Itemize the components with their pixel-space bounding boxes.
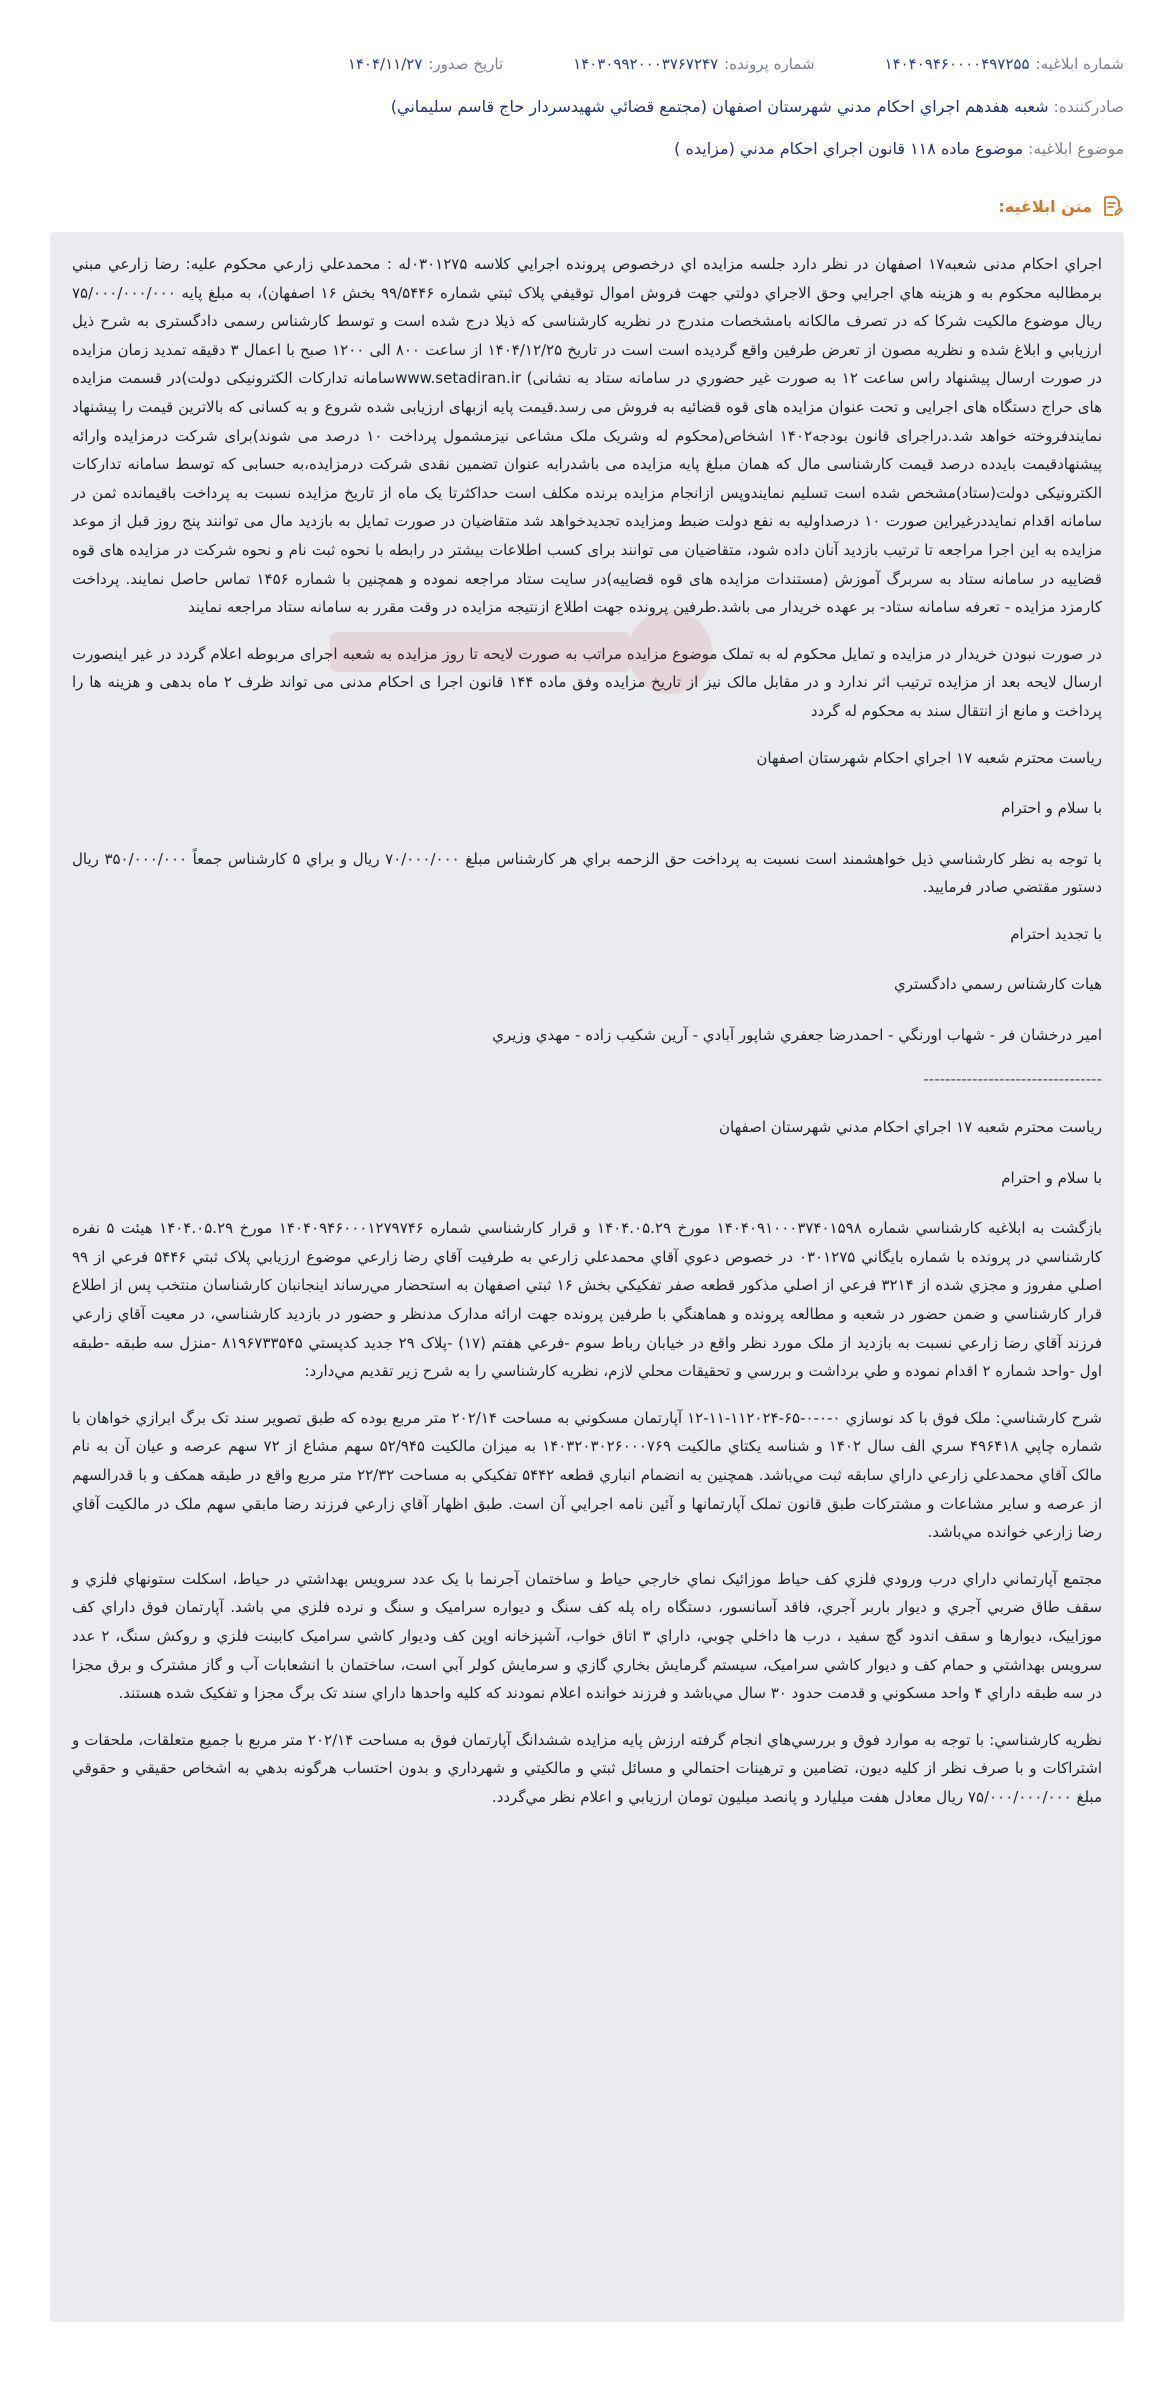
expert-board-title: هيات کارشناس رسمي دادگستري bbox=[894, 975, 1102, 994]
notice-text-box bbox=[50, 232, 1124, 2322]
case-number bbox=[573, 52, 814, 76]
notice-number bbox=[885, 52, 1124, 76]
building-specs-paragraph: مجتمع آپارتماني داراي درب ورودي فلزي کف حياط موزائيک نماي خارجي حياط و ساختمان آجرنما با يک عدد سرويس بهداشتي در حياط، اسکلت ستونهاي فلزي و سقف طاق ضربي آجري و ديوار باربر آجري، فاقد آسانسور، دستگاه راه پله کف سنگ و ديواره سراميک و سنگ و نرده فلزي مي باشد. آپارتمان فوق داراي کف موزاييک، ديوارها و سقف اندود گچ سفيد ، درب ها داخلي چوبي، داراي ۳ اتاق خواب، آشپزخانه اوپن کف وديوار کاشي سراميک کابينت فلزي و روکش سنگ، ۲ عدد سرويس بهداشتي و حمام کف و ديوار کاشي سراميک، سيستم گرمايش بخاري گازي و سرمايش کولر آبي است، ساختمان با انشعابات آب و گاز مشترک و برق مجزا در سه طبقه داراي ۴ واحد مسکوني و قدمت حدود ۳۰ سال مي‌باشد و فرزند خوانده اعلام نمودند که کليه واحدها داراي سند تک برگ مجزا و تفکيک شده هستند. bbox=[72, 1569, 1102, 1703]
section-divider: --------------------------------- bbox=[923, 1070, 1102, 1089]
issuer-label: صادرکننده: bbox=[1053, 98, 1124, 116]
issuer-line bbox=[50, 94, 1124, 120]
subject-label: موضوع ابلاغيه: bbox=[1028, 140, 1124, 158]
letter-closing: با تجديد احترام bbox=[1010, 924, 1102, 943]
auction-announcement-paragraph: اجراي احکام مدنی شعبه۱۷ اصفهان در نظر دارد جلسه مزايده اي درخصوص پرونده اجرايي کلاسه ۰۳۰۱۲۷۵له : محمدعلي زارعي محکوم عليه: رضا زارعي مبني برمطالبه محکوم به و هزينه هاي اجرايي وحق الاجراي دولتي جهت فروش اموال توقيفي پلاک ثبتي شماره ۹۹/۵۴۴۶ بخش ۱۶ اصفهان)، به مبلغ پايه ۷۵/۰۰۰/۰۰۰/۰۰۰ ريال موضوع مالکيت شرکا که در تصرف مالکانه بامشخصات مندرج در نظريه کارشناسی که ذيلا درج شده است و توسط کارشناس رسمی دادگستری به شرح ذيل ارزيابي و ابلاغ شده و نظريه مصون از تعرض طرفين واقع گرديده است است در تاريخ ۱۴۰۴/۱۲/۲۵ از ساعت ۸۰۰ الی ۱۲۰۰ صبح با اعمال ۳ دقيقه تمديد زمان مزايده در صورت ارسال پيشنهاد راس ساعت ۱۲ به صورت غير حضوري در سامانه ستاد به نشانی) www.setadiran.irسامانه تدارکات الکترونيکی دولت)در قسمت مزايده های حراج دستگاه های اجرايی و تحت عنوان مزايده های قوه قضائيه به فروش می رسد.قيمت پايه ازبهای ارزيابی شده شروع و به کسانی که بالاترين قيمت را پيشنهاد نمايندفروخته خواهد شد.دراجرای قانون بودجه۱۴۰۲ اشخاص(محکوم له وشريک ملک مشاعی نيزمشمول پرداخت ۱۰ درصد می شوند)برای شرکت درمزايده وارائه پيشنهادقيمت بايدده درصد قيمت کارشناسی مال که همان مبلغ پايه مزايده می باشدرابه عنوان تضمين نقدی شرکت درمزايده،به حسابی که توسط سامانه تدارکات الکترونيکی دولت(ستاد)مشخص شده است تسليم نمايندوپس ازانجام مزايده برنده مکلف است حداکثرتا يک ماه از تاريخ مزايده نسبت به پرداخت باقيمانده ثمن در سامانه اقدام نمايددرغيراين صورت ۱۰ درصداوليه به نفع دولت ضبط ومزايده تجديدخواهد شد متقاضيان در صورت تمايل به بازديد مال می توانند پنج روز قبل از موعد مزايده به اين اجرا مراجعه تا ترتيب بازديد آنان داده شود، متقاضيان می توانند برای کسب اطلاعات بيشتر در رابطه با نحوه ثبت نام و نحوه شرکت در مزايده های قوه قضاييه در سامانه ستاد به سربرگ آموزش (مستندات مزايده های قوه قضاييه)در سايت ستاد مراجعه نموده و همچنين با شماره ۱۴۵۶ تماس حاصل نمايند. پرداخت کارمزد مزايده - تعرفه سامانه ستاد- بر عهده خريدار می باشد.طرفين پرونده جهت اطلاع ازنتيجه مزايده در وقت مقرر به سامانه ستاد مراجعه نمايند bbox=[72, 255, 1102, 617]
issuer-value: شعبه هفدهم اجراي احکام مدني شهرستان اصفهان (مجتمع قضائي شهيدسردار حاج قاسم سليماني) bbox=[390, 97, 1049, 116]
expert-names: امير درخشان فر - شهاب اورنگي - احمدرضا جعفري شاپور آبادي - آرين شکيب زاده - مهدي وزيري bbox=[492, 1026, 1102, 1045]
valuation-opinion-paragraph: نظريه کارشناسي: با توجه به موارد فوق و بررسي‌هاي انجام گرفته ارزش پايه مزايده ششدانگ آپارتمان فوق به مساحت ۲۰۲/۱۴ متر مربع با جميع متعلقات، ملحقات و اشتراکات و با صرف نظر از کليه ديون، تضامين و ترهينات احتمالي و مسائل ثبتي و مالکيتي و شهرداري و بدون احتساب هرگونه بدهي به اشخاص حقيقي و حقوقي مبلغ ۷۵/۰۰۰/۰۰۰/۰۰۰ ريال معادل هفت ميليارد و پانصد ميليون تومان ارزيابي و اعلام نظر مي‌گردد. bbox=[72, 1730, 1102, 1806]
report-intro-paragraph: بازگشت به ابلاغيه کارشناسي شماره ۱۴۰۴۰۹۱۰۰۰۳۷۴۰۱۵۹۸ مورخ ۱۴۰۴.۰۵.۲۹ و قرار کارشناسي شماره ۱۴۰۴۰۹۴۶۰۰۰۱۲۷۹۷۴۶ مورخ ۱۴۰۴.۰۵.۲۹ هيئت ۵ نفره کارشناسي در پرونده با شماره بايگاني ۰۳۰۱۲۷۵ در خصوص دعوي آقاي محمدعلي زارعي به طرفيت آقاي رضا زارعي موضوع ارزيابي پلاک ثبتي ۵۴۴۶ فرعي از ۹۹ اصلي مفروز و مجزي شده از ۳۲۱۴ فرعي از اصلي مذکور قطعه صفر تفکيکي بخش ۱۶ ثبتي اصفهان به استحضار مي‌رساند اينجانبان کارشناسان منتخب پس از اطلاع قرار کارشناسي و ضمن حضور در شعبه و مطالعه پرونده و هماهنگي با طرفين پرونده جهت ارائه مدارک مدنظر و حضور در بازديد کارشناسي، در معيت آقاي زارعي فرزند آقاي رضا زارعي نسبت به بازديد از ملک مورد نظر واقع در خيابان رباط سوم -فرعي هفتم (۱۷) -پلاک ۲۹ جديد کدپستي ۸۱۹۶۷۳۳۵۴۵ -منزل سه طبقه -طبقه اول -واحد شماره ۲ اقدام نموده و طي برداشت و بررسي و تحقيقات محلي لازم، نظريه کارشناسي را به شرح زير تقديم مي‌دارد: bbox=[72, 1219, 1103, 1381]
notice-page bbox=[50, 52, 1124, 2322]
letter-greeting: با سلام و احترام bbox=[1001, 799, 1102, 818]
subject-line bbox=[50, 136, 1124, 162]
issue-date-label: تاريخ صدور: bbox=[428, 55, 504, 73]
letter-addressee: رياست محترم شعبه ۱۷ اجراي احکام شهرستان اصفهان bbox=[756, 748, 1102, 767]
notice-number-value: ۱۴۰۴۰۹۴۶۰۰۰۰۴۹۷۲۵۵ bbox=[884, 55, 1030, 73]
notice-meta-row bbox=[50, 52, 1124, 76]
issue-date bbox=[348, 52, 503, 76]
document-edit-icon bbox=[1100, 194, 1124, 218]
report-addressee: رياست محترم شعبه ۱۷ اجراي احکام مدني شهرستان اصفهان bbox=[719, 1118, 1102, 1137]
expert-fee-request-paragraph: با توجه به نظر کارشناسي ذيل خواهشمند است نسبت به پرداخت حق الزحمه براي هر کارشناس مبلغ ۷۰/۰۰۰/۰۰۰ ريال و براي ۵ کارشناس جمعاً ۳۵۰/۰۰۰/۰۰۰ ريال دستور مقتضي صادر فرماييد. bbox=[72, 849, 1102, 897]
notice-text-title: متن ابلاغيه: bbox=[998, 196, 1092, 216]
report-greeting: با سلام و احترام bbox=[1001, 1168, 1102, 1187]
case-number-label: شماره پرونده: bbox=[724, 55, 815, 73]
issue-date-value: ۱۴۰۴/۱۱/۲۷ bbox=[347, 55, 423, 73]
no-buyer-clause-paragraph: در صورت نبودن خريدار در مزايده و تمايل محکوم له به تملک موضوع مزايده مراتب به صورت لايحه تا روز مزايده به شعبه اجرای مربوطه اعلام گردد در غير اينصورت ارسال لايحه بعد از مزايده ترتيب اثر ندارد و در مقابل مالک نيز از تاريخ مزايده وفق ماده ۱۴۴ قانون اجرا ی احکام مدنی می تواند ظرف ۲ ماه بدهی و هزينه ها را پرداخت و مانع از انتقال سند به محکوم له گردد bbox=[72, 644, 1102, 720]
notice-text-header bbox=[50, 192, 1124, 220]
case-number-value: ۱۴۰۳۰۹۹۲۰۰۰۳۷۶۷۲۴۷ bbox=[573, 55, 719, 73]
subject-value: موضوع ماده ۱۱۸ قانون اجراي احکام مدني (مزايده ) bbox=[674, 139, 1024, 158]
property-description-paragraph: شرح کارشناسي: ملک فوق با کد نوسازي ۰-۰-۰-۶۵-۱۱۲۰۲۴-۱۱-۱۲ آپارتمان مسکوني به مساحت ۲۰۲/۱۴ متر مربع بوده که طبق تصوير سند تک برگ ابرازي خواهان با شماره چاپي ۴۹۶۴۱۸ سري الف سال ۱۴۰۲ و شناسه يکتاي مالکيت ۱۴۰۳۲۰۳۰۲۶۰۰۰۷۶۹ به ميزان مالکيت ۵۲/۹۴۵ سهم مشاع از ۷۲ سهم عرصه و عيان آن به نام مالک آقاي محمدعلي زارعي داراي سابقه ثبت مي‌باشد. همچنين به انضمام انباري قطعه ۵۴۴۲ تفکيکي به مساحت ۲۲/۳۲ متر مربع واقع در طبقه همکف و با قدرالسهم از عرصه و ساير مشاعات و مشترکات طبق قانون تملک آپارتمانها و آئين نامه اجرايي آن است. طبق اظهار آقاي زارعي فرزند رضا مابقي سهم ملک در مالکيت آقاي رضا زارعي خوانده مي‌باشد. bbox=[72, 1408, 1102, 1542]
notice-number-label: شماره ابلاغيه: bbox=[1035, 55, 1124, 73]
